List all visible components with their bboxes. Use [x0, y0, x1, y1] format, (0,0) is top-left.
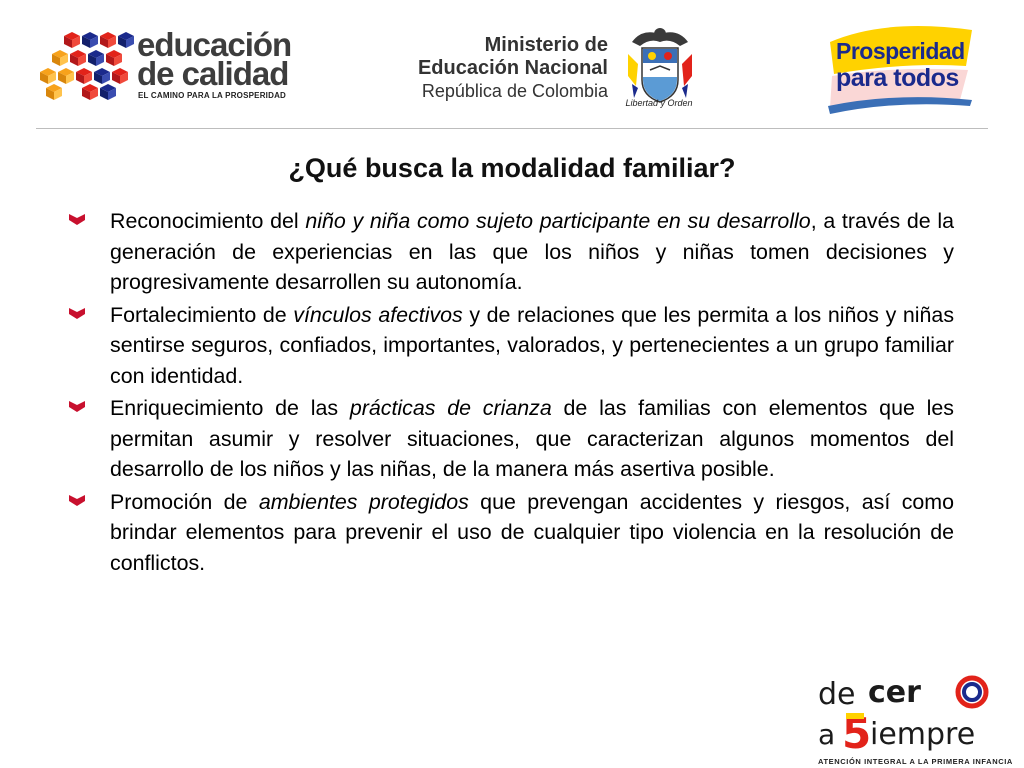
- bullet-text: y de relaciones que les permita a los niños y niñas sentirse seguros, confiados, importantes, valorados, y pertenecientes a un grupo familiar con identidad.: [110, 302, 955, 388]
- bullet-text: Fortalecimiento de: [110, 302, 294, 327]
- de-cero-tagline: ATENCIÓN INTEGRAL A LA PRIMERA INFANCIA: [818, 757, 1013, 766]
- svg-text:de: de: [818, 677, 856, 712]
- bullet-chevron-icon: [68, 212, 86, 226]
- ministry-line1: Ministerio de: [484, 34, 608, 56]
- prosperidad-line1: Prosperidad: [836, 38, 965, 64]
- bullet-text: de las familias con elementos que les permitan asumir y resolver situaciones, que caracterizan algunos momentos del desarrollo de los niños y las niñas, de la manera más asertiva posible.: [110, 396, 954, 481]
- bullet-emphasis: ambientes protegidos: [258, 489, 469, 514]
- edu-logo-line2: de calidad: [137, 55, 289, 92]
- prosperidad-logo: [826, 22, 976, 118]
- bullet-item: [68, 206, 954, 298]
- prosperidad-line2: para todos: [836, 64, 959, 92]
- svg-text:cer: cer: [868, 675, 921, 710]
- edu-logo-line1: educación: [137, 26, 292, 63]
- svg-text:a: a: [818, 718, 836, 751]
- cubes-logo-icon: [34, 32, 134, 100]
- bullet-emphasis: vínculos afectivos: [293, 302, 463, 327]
- svg-text:iempre: iempre: [870, 717, 976, 752]
- bullet-chevron-icon: [68, 306, 86, 320]
- svg-text:5: 5: [842, 709, 872, 756]
- bullet-text: Enriquecimiento de las: [110, 396, 350, 420]
- ministry-logo: [414, 34, 608, 104]
- educacion-de-calidad-logo: [34, 28, 304, 104]
- de-cero-a-siempre-logo: [806, 668, 1024, 768]
- bullet-item: [68, 300, 954, 392]
- bullet-chevron-icon: [68, 399, 86, 413]
- bullet-text: Promoción de: [110, 489, 259, 514]
- bullet-list: [68, 206, 954, 580]
- ministry-line3: República de Colombia: [421, 81, 608, 101]
- bullet-item: [68, 487, 954, 579]
- de-cero-a-siempre-wordmark-icon: [806, 668, 1024, 756]
- bullet-text: Reconocimiento del: [110, 209, 306, 233]
- ministry-line2: Educación Nacional: [417, 57, 608, 79]
- header-divider: [36, 128, 988, 129]
- page-title: ¿Qué busca la modalidad familiar?: [288, 153, 736, 183]
- bullet-text: que prevengan accidentes y riesgos, así como brindar elementos para prevenir el uso de cualquier tipo violencia en la resolución de conflictos.: [110, 489, 954, 575]
- bullet-chevron-icon: [68, 493, 86, 507]
- ministry-motto: Libertad y Orden: [625, 98, 693, 108]
- bullet-text: , a través de la generación de experiencias en las que los niños y niñas tomen decisiones y progresivamente desarrollen su autonomía.: [110, 209, 954, 294]
- bullet-emphasis: prácticas de crianza: [349, 396, 552, 420]
- bullet-emphasis: niño y niña como sujeto participante en su desarrollo: [305, 209, 811, 233]
- edu-logo-tagline: EL CAMINO PARA LA PROSPERIDAD: [138, 91, 287, 100]
- bullet-item: [68, 393, 954, 485]
